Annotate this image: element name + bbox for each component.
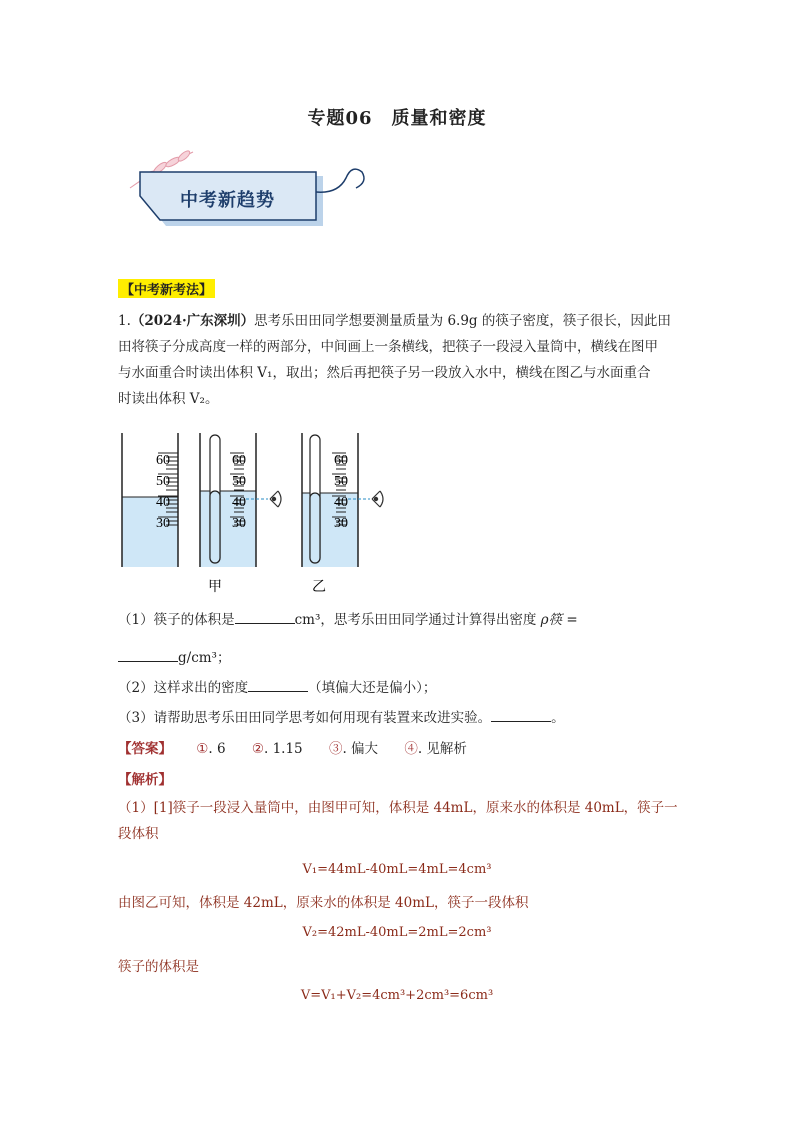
cylinder-yi <box>302 433 383 567</box>
answer-option-4: ④. 见解析 <box>404 741 467 757</box>
svg-text:40: 40 <box>232 495 246 510</box>
question-number: 1. <box>118 313 131 329</box>
answer-option-1: ①. 6 <box>196 741 226 757</box>
question-text-line2: 田将筷子分成高度一样的两部分，中间画上一条横线，把筷子一段浸入量筒中，横线在图甲 <box>118 339 658 355</box>
eye-icon <box>372 491 383 507</box>
cylinder-jia <box>200 433 281 567</box>
svg-text:30: 30 <box>334 516 348 531</box>
question-1 <box>118 308 678 412</box>
sub-question-2 <box>118 676 436 696</box>
svg-text:30: 30 <box>232 516 246 531</box>
sub-question-3 <box>118 706 565 726</box>
analysis-line-3: 由图乙可知，体积是 42mL，原来水的体积是 40mL，筷子一段体积 <box>118 895 529 911</box>
answer-option-2: ②. 1.15 <box>251 741 303 757</box>
banner-label: 中考新趋势 <box>180 190 275 211</box>
sub-q1-text-a: （1）筷子的体积是 <box>118 612 235 628</box>
sub-q2-text-b: （填偏大还是偏小）； <box>308 680 437 696</box>
analysis-paragraph-1 <box>118 795 678 847</box>
sub-question-1-cont <box>118 646 230 666</box>
cylinder-figure <box>118 433 408 603</box>
formula-v2: V₂=42mL-40mL=2mL=2cm³ <box>302 925 492 940</box>
svg-text:30: 30 <box>156 516 170 531</box>
svg-text:60: 60 <box>334 453 348 468</box>
caption-yi: 乙 <box>312 579 326 595</box>
formula-v1: V₁=44mL-40mL=4mL=4cm³ <box>302 862 492 877</box>
answer-blank[interactable] <box>248 679 308 692</box>
caption-jia: 甲 <box>208 579 222 595</box>
svg-text:50: 50 <box>156 474 170 489</box>
sub-q1-text-c: g/cm³； <box>178 650 231 666</box>
svg-text:60: 60 <box>156 453 170 468</box>
page-title: 专题06 质量和密度 <box>307 108 487 129</box>
analysis-line-1: （1）[1]筷子一段浸入量筒中，由图甲可知，体积是 44mL，原来水的体积是 40mL，筷子一 <box>118 800 678 816</box>
answer-blank[interactable] <box>118 649 178 662</box>
analysis-line-4: 筷子的体积是 <box>118 959 199 975</box>
question-text-line3: 与水面重合时读出体积 V₁，取出；然后再把筷子另一段放入水中，横线在图乙与水面重合 <box>118 365 651 381</box>
density-symbol: ρ筷 = <box>540 612 578 628</box>
sub-q2-text-a: （2）这样求出的密度 <box>118 680 249 696</box>
formula-v-total: V=V₁+V₂=4cm³+2cm³=6cm³ <box>300 988 494 1003</box>
question-text-line4: 时读出体积 V₂。 <box>118 391 219 407</box>
section-tag: 【中考新考法】 <box>118 279 215 298</box>
answer-blank[interactable] <box>491 709 551 722</box>
answer-blank[interactable] <box>235 611 295 624</box>
answer-label: 【答案】 <box>118 741 172 757</box>
svg-text:60: 60 <box>232 453 246 468</box>
sub-question-1 <box>118 608 578 628</box>
eye-icon <box>270 491 281 507</box>
sub-q3-text-a: （3）请帮助思考乐田田同学思考如何用现有装置来改进实验。 <box>118 710 492 726</box>
answer-section <box>118 737 489 757</box>
answer-option-3: ③. 偏大 <box>328 741 379 757</box>
analysis-line-2: 段体积 <box>118 826 159 842</box>
svg-text:50: 50 <box>334 474 348 489</box>
cylinder-original <box>122 433 178 567</box>
question-source: （2024·广东深圳） <box>130 313 255 329</box>
sub-q1-text-b: cm³，思考乐田田同学通过计算得出密度 <box>294 612 537 628</box>
svg-text:40: 40 <box>156 495 170 510</box>
sub-q3-text-b: 。 <box>551 710 565 726</box>
svg-text:40: 40 <box>334 495 348 510</box>
analysis-label: 【解析】 <box>118 772 172 788</box>
svg-text:50: 50 <box>232 474 246 489</box>
question-text-line1: 思考乐田田同学想要测量质量为 6.9g 的筷子密度，筷子很长，因此田 <box>254 313 671 329</box>
